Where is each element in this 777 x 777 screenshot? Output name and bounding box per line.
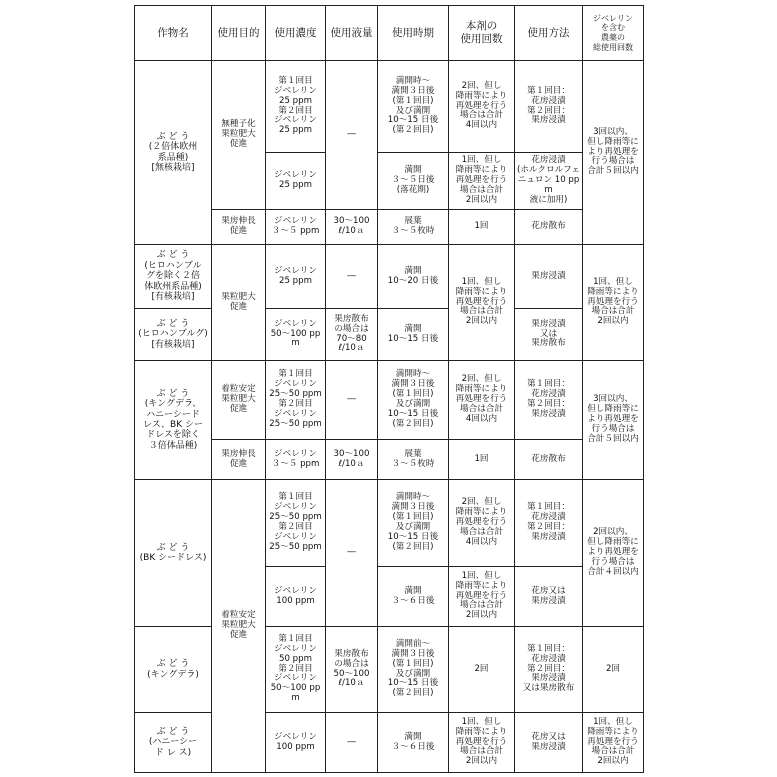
times-cell: 2回、但し 降雨等により 再処理を行う 場合は合計 4回以内 bbox=[449, 61, 515, 153]
purpose-cell: 果粒肥大 促進 bbox=[212, 245, 266, 361]
timing-cell: 満開時～ 満開３日後 (第１回目) 及び満開 10～15 日後 (第２回目) bbox=[378, 361, 449, 440]
timing-cell: 満開 10～20 日後 bbox=[378, 245, 449, 309]
crop-cell: ぶ ど う (ハニーシー ド レ ス) bbox=[135, 713, 212, 773]
timing-cell: 展葉 ３～５枚時 bbox=[378, 440, 449, 480]
method-cell: 花房又は 果房浸漬 bbox=[515, 713, 583, 773]
method-cell: 花房又は 果房浸漬 bbox=[515, 567, 583, 627]
concentration-cell: ジベレリン 25 ppm bbox=[266, 153, 326, 210]
times-cell: 2回、但し 降雨等により 再処理を行う 場合は合計 4回以内 bbox=[449, 361, 515, 440]
times-cell: 2回、但し 降雨等により 再処理を行う 場合は合計 4回以内 bbox=[449, 480, 515, 567]
concentration-cell: ジベレリン 100 ppm bbox=[266, 713, 326, 773]
method-cell: 果房浸漬 bbox=[515, 245, 583, 309]
table-row bbox=[135, 210, 644, 245]
volume-cell: ― bbox=[326, 480, 378, 627]
purpose-cell: 着粒安定 果粒肥大 促進 bbox=[212, 361, 266, 440]
concentration-cell: 第１回目 ジベレリン 50 ppm 第２回目 ジベレリン 50～100 ppm bbox=[266, 627, 326, 713]
crop-cell: ぶ ど う (２倍体欧州 系品種) [無核栽培] bbox=[135, 61, 212, 245]
times-cell: 1回 bbox=[449, 440, 515, 480]
times-cell: 1回、但し 降雨等により 再処理を行う 場合は合計 2回以内 bbox=[449, 567, 515, 627]
method-cell: 花房散布 bbox=[515, 440, 583, 480]
header-purpose: 使用目的 bbox=[212, 6, 266, 61]
timing-cell: 満開 ３～５日後 (落花期) bbox=[378, 153, 449, 210]
purpose-cell: 果房伸長 促進 bbox=[212, 210, 266, 245]
table-row bbox=[135, 309, 644, 361]
times-cell: 2回 bbox=[449, 627, 515, 713]
method-cell: 第１回目： 花房浸漬 第２回目： 果房浸漬 又は果房散布 bbox=[515, 627, 583, 713]
times-cell: 1回 bbox=[449, 210, 515, 245]
volume-cell: ― bbox=[326, 245, 378, 309]
concentration-cell: 第１回目 ジベレリン 25～50 ppm 第２回目 ジベレリン 25～50 ppm bbox=[266, 480, 326, 567]
method-cell: 第１回目： 花房浸漬 第２回目： 果房浸漬 bbox=[515, 480, 583, 567]
usage-table bbox=[134, 5, 644, 773]
header-total: ジベレリン を含む 農薬の 総使用回数 bbox=[583, 6, 644, 61]
table-row bbox=[135, 440, 644, 480]
volume-cell: 果房散布 の場合は 50～100 ℓ/10ａ bbox=[326, 627, 378, 713]
concentration-cell: 第１回目 ジベレリン 25 ppm 第２回目 ジベレリン 25 ppm bbox=[266, 61, 326, 153]
table-row bbox=[135, 713, 644, 773]
volume-cell: 30～100 ℓ/10ａ bbox=[326, 440, 378, 480]
crop-cell: ぶ ど う (キングデラ、 ハニーシード レス、BK シー ドレスを除く ３倍体品種) bbox=[135, 361, 212, 480]
table-row bbox=[135, 361, 644, 440]
method-cell: 第１回目： 花房浸漬 第２回目： 果房浸漬 bbox=[515, 361, 583, 440]
table-row bbox=[135, 480, 644, 567]
header-volume: 使用液量 bbox=[326, 6, 378, 61]
concentration-cell: ジベレリン 25 ppm bbox=[266, 245, 326, 309]
crop-cell: ぶ ど う (ヒロハンブル グを除く２倍 体欧州系品種) [有核栽培] bbox=[135, 245, 212, 309]
concentration-cell: ジベレリン ３～５ ppm bbox=[266, 440, 326, 480]
purpose-cell: 無種子化 果粒肥大 促進 bbox=[212, 61, 266, 210]
table-row bbox=[135, 245, 644, 309]
concentration-cell: ジベレリン 100 ppm bbox=[266, 567, 326, 627]
timing-cell: 満開時～ 満開３日後 (第１回目) 及び満開 10～15 日後 (第２回目) bbox=[378, 480, 449, 567]
timing-cell: 満開 10～15 日後 bbox=[378, 309, 449, 361]
total-cell: 3回以内、 但し降雨等に より再処理を 行う場合は 合計５回以内 bbox=[583, 361, 644, 480]
timing-cell: 満開 ３～６日後 bbox=[378, 567, 449, 627]
times-cell: 1回、但し 降雨等により 再処理を行う 場合は合計 2回以内 bbox=[449, 245, 515, 361]
header-crop: 作物名 bbox=[135, 6, 212, 61]
concentration-cell: ジベレリン 50～100 ppm bbox=[266, 309, 326, 361]
method-cell: 花房浸漬 (ホルクロルフェ ニュロン 10 ppm 液に加用) bbox=[515, 153, 583, 210]
timing-cell: 展葉 ３～５枚時 bbox=[378, 210, 449, 245]
header-row bbox=[135, 6, 644, 61]
purpose-cell: 果房伸長 促進 bbox=[212, 440, 266, 480]
concentration-cell: ジベレリン ３～５ ppm bbox=[266, 210, 326, 245]
method-cell: 花房散布 bbox=[515, 210, 583, 245]
volume-cell: 果房散布 の場合は 70～80 ℓ/10ａ bbox=[326, 309, 378, 361]
header-concentration: 使用濃度 bbox=[266, 6, 326, 61]
total-cell: 1回、但し 降雨等により 再処理を行う 場合は合計 2回以内 bbox=[583, 245, 644, 361]
crop-cell: ぶ ど う (キングデラ) bbox=[135, 627, 212, 713]
concentration-cell: 第１回目 ジベレリン 25～50 ppm 第２回目 ジベレリン 25～50 ppm bbox=[266, 361, 326, 440]
timing-cell: 満開前～ 満開３日後 (第１回目) 及び満開 10～15 日後 (第２回目) bbox=[378, 627, 449, 713]
volume-cell: 30～100 ℓ/10ａ bbox=[326, 210, 378, 245]
total-cell: 3回以内、 但し降雨等に より再処理を 行う場合は 合計５回以内 bbox=[583, 61, 644, 245]
total-cell: 2回以内、 但し降雨等に より再処理を 行う場合は 合計４回以内 bbox=[583, 480, 644, 627]
timing-cell: 満開時～ 満開３日後 (第１回目) 及び満開 10～15 日後 (第２回目) bbox=[378, 61, 449, 153]
times-cell: 1回、但し 降雨等により 再処理を行う 場合は合計 2回以内 bbox=[449, 153, 515, 210]
volume-cell: ― bbox=[326, 61, 378, 210]
purpose-cell: 着粒安定 果粒肥大 促進 bbox=[212, 480, 266, 773]
header-method: 使用方法 bbox=[515, 6, 583, 61]
total-cell: 2回 bbox=[583, 627, 644, 713]
table-row bbox=[135, 61, 644, 153]
method-cell: 果房浸漬 又は 果房散布 bbox=[515, 309, 583, 361]
crop-cell: ぶ ど う (BK シードレス) bbox=[135, 480, 212, 627]
timing-cell: 満開 ３～６日後 bbox=[378, 713, 449, 773]
volume-cell: ― bbox=[326, 361, 378, 440]
method-cell: 第１回目： 花房浸漬 第２回目： 果房浸漬 bbox=[515, 61, 583, 153]
crop-cell: ぶ ど う (ヒロハンブルグ) [有核栽培] bbox=[135, 309, 212, 361]
times-cell: 1回、但し 降雨等により 再処理を行う 場合は合計 2回以内 bbox=[449, 713, 515, 773]
header-times: 本剤の 使用回数 bbox=[449, 6, 515, 61]
header-timing: 使用時期 bbox=[378, 6, 449, 61]
total-cell: 1回、但し 降雨等により 再処理を行う 場合は合計 2回以内 bbox=[583, 713, 644, 773]
table-row bbox=[135, 627, 644, 713]
volume-cell: ― bbox=[326, 713, 378, 773]
